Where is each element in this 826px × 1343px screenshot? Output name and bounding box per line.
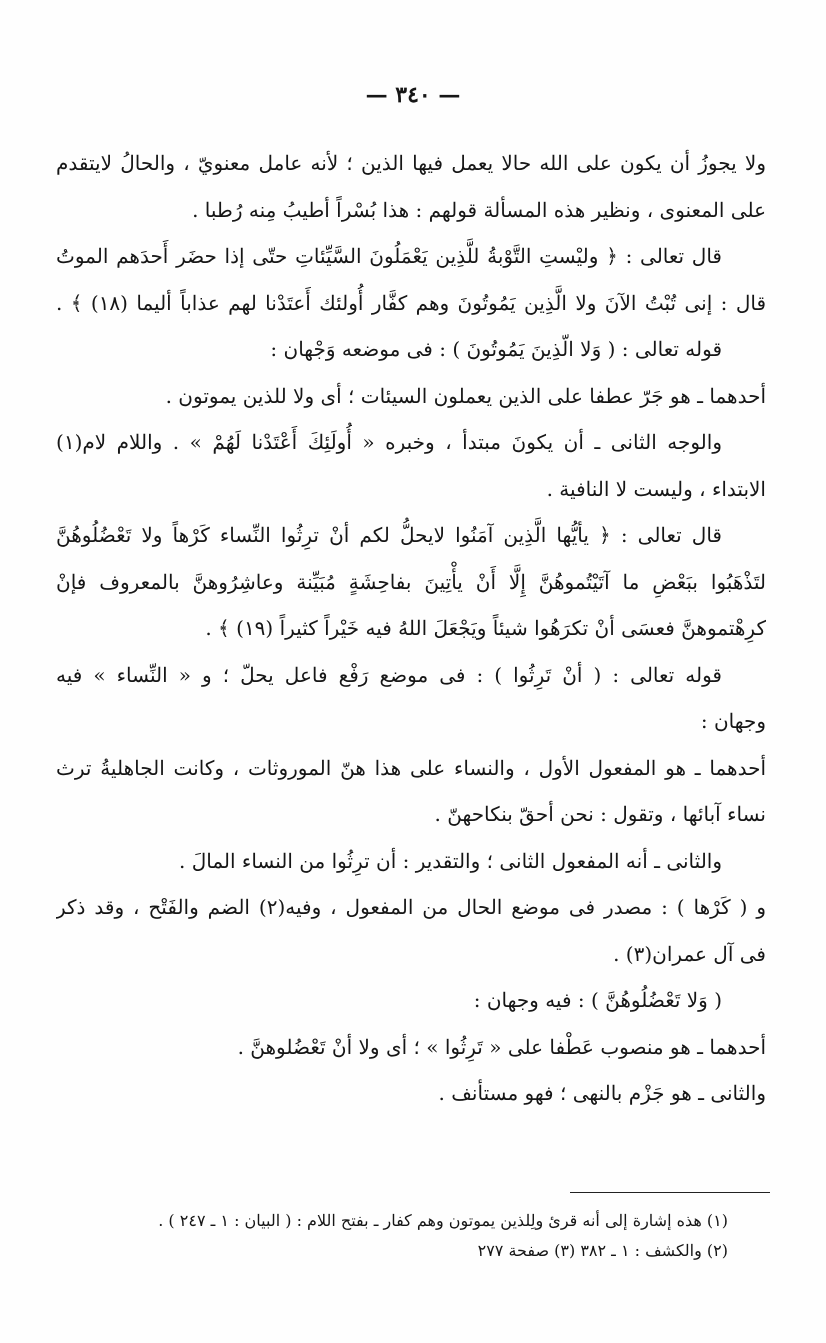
text-line: نساء آبائها ، وتقول : نحن أحقّ بنكاحهنّ . [434,802,766,826]
text-line: قوله تعالى : ( وَلا الّذِينَ يَمُوتُونَ ) : فى موضعه وَجْهان : [270,337,722,361]
text-line: ( وَلا تَعْضُلُوهُنَّ ) : فيه وجهان : [473,988,722,1012]
verse-line: قال تعالى : ﴿ يأيُّها الَّذِين آمَنُوا لايحلُّ لكم أنْ ترِثُوا النِّساء كَرْهاً ولا تَعْضُلُوهُنَّ [56,523,722,547]
verse-line: قال : إنى تُبْتُ الآنَ ولا الَّذِين يَمُوتُونَ وهم كفَّار أُولئك أَعتَدْنا لهم عذاباً أليما (١٨) ﴾ . [56,290,766,315]
text-line: الابتداء ، وليست لا النافية . [546,476,766,501]
text-line: على المعنوى ، ونظير هذه المسألة قولهم : هذا بُسْراً أطيبُ مِنه رُطبا . [192,197,766,222]
footnotes [48,1206,728,1266]
verse-line: لتَذْهَبُوا ببَعْضِ ما آتَيْتُموهُنَّ إِلَّا أَنْ يأْتِينَ بفاحِشَةٍ مُبَيِّنة وعاشِرُوهنَّ بالمعروف فإنْ [56,569,766,594]
text-line: أحدهما ـ هو جَرّ عطفا على الذين يعملون السيئات ؛ أى ولا للذين يموتون . [165,383,766,408]
text-line: ولا يجوزُ أن يكون على الله حالا يعمل فيها الذين ؛ لأنه عامل معنويّ ، والحالُ لايتقدم [56,151,766,175]
footnote: (٢) والكشف : ١ ـ ٣٨٢ (٣) صفحة ٢٧٧ [477,1241,728,1260]
verse-line: قال تعالى : ﴿ وليْستِ التَّوْبةُ للَّذِين يَعْمَلُونَ السَّيِّئاتِ حتّى إذا حضَر أَحدَهم الموتُ [56,244,722,268]
text-line: فى آل عمران(٣) . [613,941,766,966]
text-line: والثانى ـ أنه المفعول الثانى ؛ والتقدير : أن ترِثُوا من النساء المالَ . [179,848,722,873]
verse-line: كرِهْتموهنَّ فعسَى أنْ تكرَهُوا شيئاً ويَجْعَلَ اللهُ فيه خَيْراً كثيراً (١٩) ﴾ . [205,616,766,640]
main-text [56,140,766,1117]
text-line: والوجه الثانى ـ أن يكونَ مبتدأ ، وخبره « أُولَئِكَ أَعْتَدْنا لَهُمْ » . واللام لام(١) [56,430,722,454]
text-line: أحدهما ـ هو المفعول الأول ، والنساء على هذا هنّ الموروثات ، وكانت الجاهليةُ ترث [56,755,766,780]
text-line: وجهان : [700,709,766,733]
text-line: قوله تعالى : ( أنْ تَرِثُوا ) : فى موضع رَفْع فاعل يحلّ ؛ و « النِّساء » فيه [56,662,722,687]
footnote-divider [570,1192,770,1193]
text-line: أحدهما ـ هو منصوب عَطْفا على « تَرِثُوا » ؛ أى ولا أنْ تَعْضُلوهنَّ . [237,1034,766,1059]
footnote: (١) هذه إشارة إلى أنه قرئ ولِلذين يموتون وهم كفار ـ بفتح اللام : ( البيان : ١ ـ ٢٤٧ ) . [158,1211,728,1230]
text-line: والثانى ـ هو جَزْم بالنهى ؛ فهو مستأنف . [438,1081,766,1105]
text-line: و ( كَرْها ) : مصدر فى موضع الحال من المفعول ، وفيه(٢) الضم والفَتْح ، وقد ذكر [56,895,766,919]
page-number: — ٣٤٠ — [365,82,461,108]
